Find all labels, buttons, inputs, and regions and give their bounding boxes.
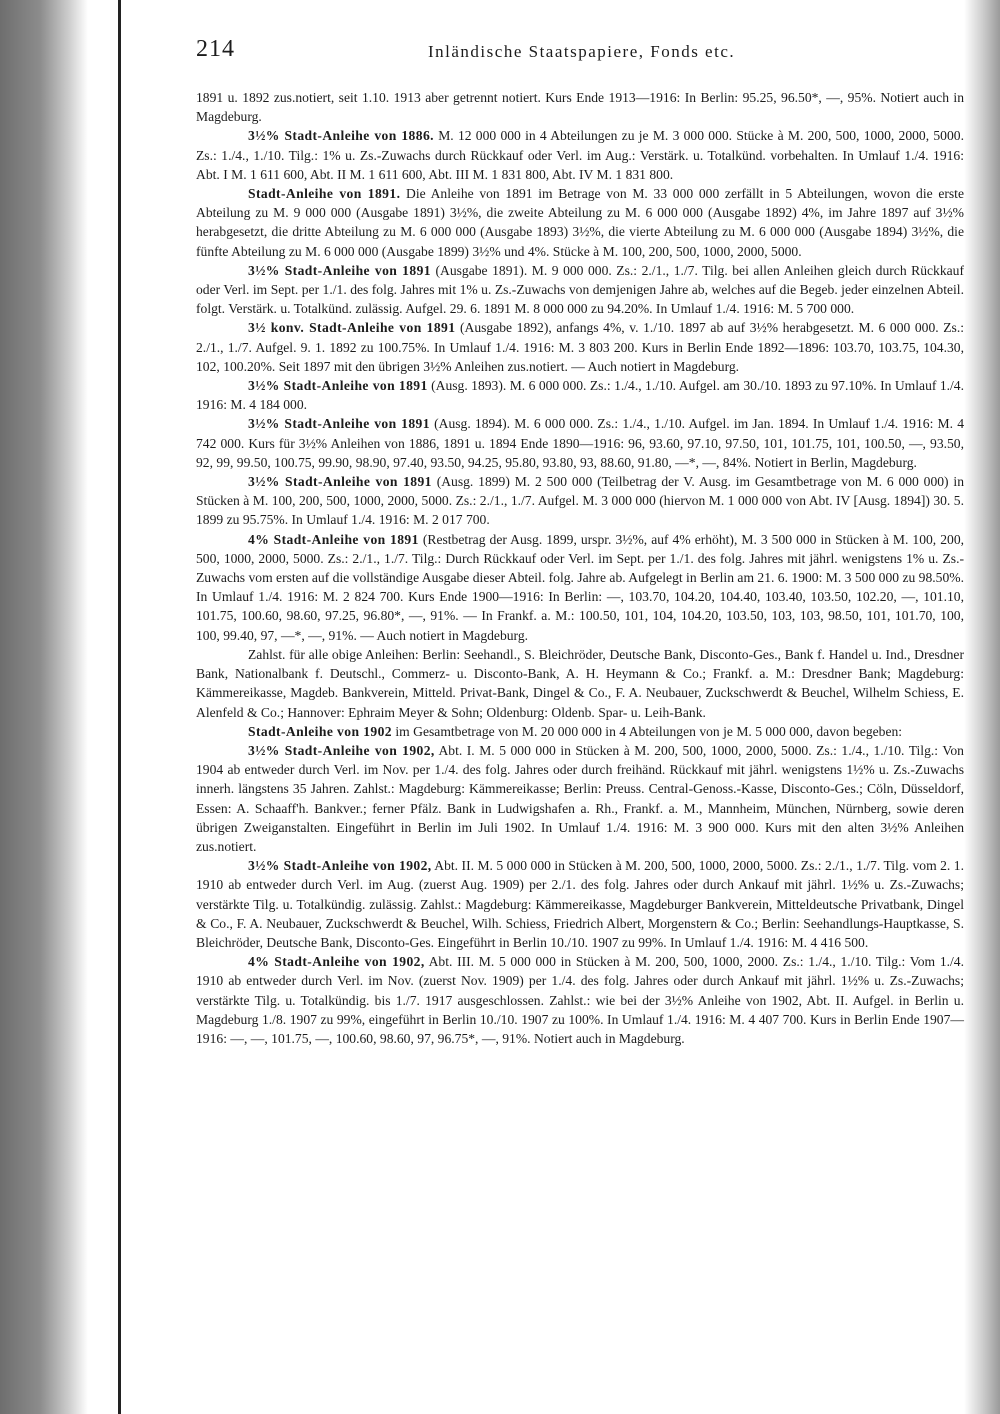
paragraph-heading: 3½% Stadt-Anleihe von 1891 [248, 474, 432, 490]
page-header [196, 36, 966, 66]
paragraph-text: Abt. III. M. 5 000 000 in Stücken à M. 200, 500, 1000, 2000. Zs.: 1./4., 1./10. Tilg.: Vom 1./4. 1910 ab entweder durch Verl. im Nov. (zuerst Nov. 1909) per 1./4. des folg. Jahres oder durch Ankauf mit jährl. 1½% u. Zs.-Zuwachs; verstärkte Tilg. u. Totalkündig. bis 1./7. 1917 ausgeschlossen. Zahlst.: wie bei der 3½% Anleihe von 1902, Abt. II. Aufgel. in Berlin u. Magdeburg 1./8. 1907 zu 99%, eingeführt in Berlin 10./10. 1907 zu 100%. In Umlauf 1./4. 1916: M. 4 407 700. Kurs in Berlin Ende 1907—1916: —, —, 101.75, —, 100.60, 98.60, 97, 96.75*, —, 91%. Notiert auch in Magdeburg. [196, 954, 964, 1046]
paragraph [196, 88, 964, 126]
paragraph [196, 530, 964, 645]
paragraph [196, 318, 964, 376]
paragraph-heading: 4% Stadt-Anleihe von 1891 [248, 531, 419, 547]
paragraph-text: Die Anleihe von 1891 im Betrage von M. 33 000 000 zerfällt in 5 Abteilungen, wovon die erste Abteilung zu M. 9 000 000 (Ausgabe 1891) 3½%, die zweite Abteilung zu M. 6 000 000 (Ausgabe 1892) 4%, im Jahre 1897 auf 3½% herabgesetzt, die dritte Abteilung zu M. 6 000 000 (Ausgabe 1893) 3½%, die vierte Abteilung zu M. 6 000 000 (Ausgabe 1894) 3½%, die fünfte Abteilung zu M. 6 000 000 (Ausgabe 1899) 3½% und 4%. Stücke à M. 100, 200, 500, 1000, 2000, 5000. [196, 186, 964, 259]
paragraph-heading: Stadt-Anleihe von 1891. [248, 186, 401, 202]
paragraph-text: Abt. I. M. 5 000 000 in Stücken à M. 200, 500, 1000, 2000, 5000. Zs.: 1./4., 1./10. Tilg.: Von 1904 ab entweder durch Verl. im Nov. per 1./4. des folg. Jahres oder durch freihänd. Rückkauf mit jährl. wenigstens 1½% u. Zs.-Zuwachs innerh. längstens 35 Jahren. Zahlst.: Magdeburg: Kämmereikasse; Berlin: Preuss. Central-Genoss.-Kasse, Disconto-Ges.; Cöln, Düsseldorf, Essen: A. Schaaff'h. Bankver.; ferner Pfälz. Bank in Ludwigshafen a. Rh., Frankf. a. M., Mannheim, München, Nürnberg, sowie deren übrigen Zweiganstalten. Eingeführt in Berlin im Juli 1902. In Umlauf 1./4. 1916: M. 3 900 000. Kurs mit den alten 3½% Anleihen zus.notiert. [196, 742, 964, 854]
paragraph-text: (Ausg. 1893). M. 6 000 000. Zs.: 1./4., 1./10. Aufgel. am 30./10. 1893 zu 97.10%. In Umlauf 1./4. 1916: M. 4 184 000. [196, 378, 964, 413]
paragraph-text: (Ausg. 1899) M. 2 500 000 (Teilbetrag der V. Ausg. im Gesamtbetrage von M. 6 000 000) in Stücken à M. 100, 200, 500, 1000, 2000, 5000. Zs.: 2./1., 1./7. Aufgel. M. 3 000 000 (hiervon M. 1 000 000 von Abt. IV [Ausg. 1894]) 30. 5. 1899 zu 95.75%. In Umlauf 1./4. 1916: M. 2 017 700. [196, 474, 964, 528]
page-body [196, 88, 964, 1048]
paragraph-text: M. 12 000 000 in 4 Abteilungen zu je M. 3 000 000. Stücke à M. 200, 500, 1000, 2000, 5000. Zs.: 1./4., 1./10. Tilg.: 1% u. Zs.-Zuwachs durch Rückkauf oder Verl. im Aug.: Verstärk. u. Totalkünd. vorbehalten. In Umlauf 1./4. 1916: Abt. I M. 1 611 600, Abt. II M. 1 611 600, Abt. III M. 1 831 800, Abt. IV M. 1 831 800. [196, 128, 964, 182]
page-edge-shadow [964, 0, 1000, 1414]
gutter-line [118, 0, 121, 1414]
paragraph-text: Abt. II. M. 5 000 000 in Stücken à M. 200, 500, 1000, 2000, 5000. Zs.: 2./1., 1./7. Tilg. vom 2. 1. 1910 ab entweder durch Verl. im Aug. (zuerst Aug. 1909) per 2./1. des folg. Jahres oder durch Ankauf mit jährl. 1½% u. Zs.-Zuwachs; verstärkte Tilg. u. Totalkündig. zulässig. Zahlst.: Magdeburg: Kämmereikasse, Magdeburger Bankverein, Mitteldeutsche Privatbank, Dingel & Co., F. A. Neubauer, Zuckschwerdt & Beuchel, Wilh. Schiess, Friedrich Albert, Morgenstern & Co.; Berlin: Seehandlungs-Hauptkasse, S. Bleichröder, Deutsche Bank, Disconto-Ges. Eingeführt in Berlin 10./10. 1907 zu 99%. In Umlauf 1./4. 1916: M. 4 416 500. [196, 858, 964, 950]
paragraph [196, 741, 964, 856]
paragraph-heading: 3½% Stadt-Anleihe von 1891 [248, 416, 430, 432]
paragraph-text: (Ausgabe 1892), anfangs 4%, v. 1./10. 1897 ab auf 3½% herabgesetzt. M. 6 000 000. Zs.: 2./1., 1./7. Aufgel. 9. 1. 1892 zu 100.75%. In Umlauf 1./4. 1916: M. 3 803 200. Kurs in Berlin Ende 1892—1896: 103.70, 103.75, 104.30, 102, 100.20%. Seit 1897 mit den übrigen 3½% Anleihen zus.notiert. — Auch notiert in Magdeburg. [196, 320, 964, 374]
book-gutter-shadow [0, 0, 88, 1414]
paragraph [196, 722, 964, 741]
paragraph-heading: 3½% Stadt-Anleihe von 1902, [248, 742, 435, 758]
paragraph-heading: Stadt-Anleihe von 1902 [248, 723, 392, 739]
paragraph [196, 414, 964, 472]
paragraph [196, 376, 964, 414]
paragraph [196, 184, 964, 261]
paragraph-text: (Ausg. 1894). M. 6 000 000. Zs.: 1./4., 1./10. Aufgel. im Jan. 1894. In Umlauf 1./4. 1916: M. 4 742 000. Kurs für 3½% Anleihen von 1886, 1891 u. 1894 Ende 1890—1916: 96, 93.60, 97.10, 97.50, 101, 101.75, 101, 100.50, —, 93.50, 92, 99, 99.50, 100.75, 99.90, 98.90, 97.40, 93.50, 94.25, 95.80, 93.80, 93, 88.60, 91.80, —*, —, 84%. Notiert in Berlin, Magdeburg. [196, 416, 964, 470]
paragraph-text: Zahlst. für alle obige Anleihen: Berlin: Seehandl., S. Bleichröder, Deutsche Bank, Disconto-Ges., Bank f. Handel u. Ind., Dresdner Bank, Nationalbank f. Deutschl., Commerz- u. Disconto-Bank, A. H. Heymann & Co.; Frankf. a. M.: Dresdner Bank; Magdeburg: Kämmereikasse, Magdeb. Bankverein, Mitteld. Privat-Bank, Dingel & Co., F. A. Neubauer, Zuckschwerdt & Beuchel, Wilhelm Schiess, E. Alenfeld & Co.; Hannover: Ephraim Meyer & Sohn; Oldenburg: Oldenb. Spar- u. Leih-Bank. [196, 646, 964, 720]
paragraph [196, 126, 964, 184]
paragraph-text: im Gesamtbetrage von M. 20 000 000 in 4 Abteilungen von je M. 5 000 000, davon begeben: [392, 723, 903, 739]
paragraph-text: (Restbetrag der Ausg. 1899, urspr. 3½%, auf 4% erhöht), M. 3 500 000 in Stücken à M. 100, 200, 500, 1000, 2000, 5000. Zs.: 2./1., 1./7. Tilg.: Durch Rückkauf oder Verl. im Sept. per 1./1. des folg. Jahres mit jährl. wenigstens 1% u. Zs.-Zuwachs vom ersten auf die vollständige Ausgabe dieser Abteil. folg. Jahre ab. Aufgelegt in Berlin am 21. 6. 1900: M. 3 500 000 zu 98.50%. In Umlauf 1./4. 1916: M. 2 824 700. Kurs Ende 1900—1916: In Berlin: —, 103.70, 104.20, 104.40, 103.40, 103.50, 102.20, —, 101.10, 101.75, 100.60, 98.60, 97.25, 96.80*, —, 91%. — In Frankf. a. M.: 100.50, 101, 104, 104.20, 103.50, 103, 103, 98.50, 101, 101.70, 100, 100, 99.40, 97, —*, —, 91%. — Auch notiert in Magdeburg. [196, 531, 965, 643]
paragraph-heading: 4% Stadt-Anleihe von 1902, [248, 954, 425, 970]
paragraph-heading: 3½% Stadt-Anleihe von 1891 [248, 262, 431, 278]
paragraph [196, 472, 964, 530]
paragraph-text: 1891 u. 1892 zus.notiert, seit 1.10. 1913 aber getrennt notiert. Kurs Ende 1913—1916: In Berlin: 95.25, 96.50*, —, 95%. Notiert auch in Magdeburg. [196, 90, 964, 125]
paragraph-heading: 3½% Stadt-Anleihe von 1902, [248, 858, 432, 874]
paragraph [196, 645, 964, 722]
paragraph-heading: 3½ konv. Stadt-Anleihe von 1891 [248, 320, 456, 336]
paragraph-heading: 3½% Stadt-Anleihe von 1886. [248, 128, 434, 144]
paragraph [196, 952, 964, 1048]
paragraph [196, 261, 964, 319]
page-number: 214 [196, 36, 235, 62]
paragraph [196, 856, 964, 952]
paragraph-heading: 3½% Stadt-Anleihe von 1891 [248, 378, 428, 394]
running-title: Inländische Staatspapiere, Fonds etc. [428, 42, 736, 61]
paragraph-text: (Ausgabe 1891). M. 9 000 000. Zs.: 2./1., 1./7. Tilg. bei allen Anleihen gleich durch Rückkauf oder Verl. im Sept. per 1./1. des folg. Jahres mit 1% u. Zs.-Zuwachs von demjenigen Jahre ab, welches auf die Begeb. jeder einzelnen Abteil. folgt. Verstärk. u. Totalkünd. zulässig. Aufgel. 29. 6. 1891 M. 8 000 000 zu 94.20%. In Umlauf 1./4. 1916: M. 5 700 000. [196, 262, 964, 317]
